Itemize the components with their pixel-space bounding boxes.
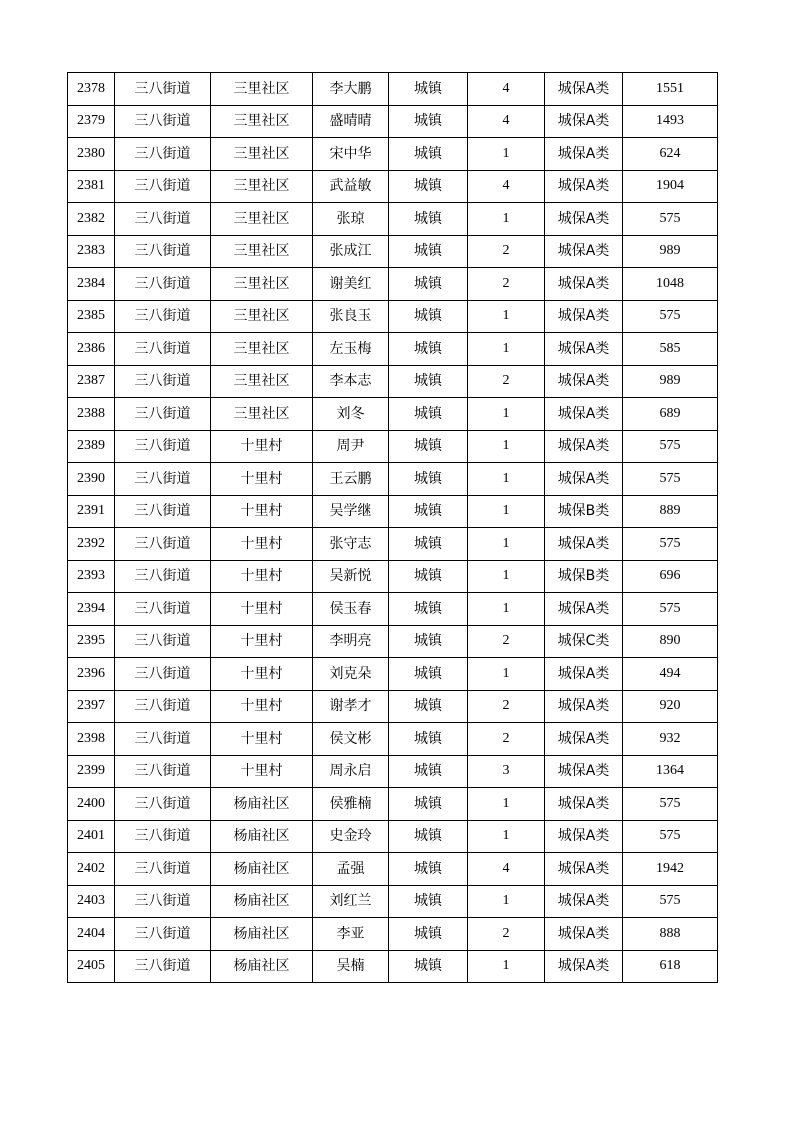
serial-number-cell: 2401 [68, 820, 115, 853]
subdistrict-cell: 三八街道 [115, 560, 211, 593]
residence-type-cell: 城镇 [389, 73, 468, 106]
residence-type-cell: 城镇 [389, 853, 468, 886]
category-cell: 城保A类 [545, 398, 623, 431]
residence-type-cell: 城镇 [389, 593, 468, 626]
residence-type-cell: 城镇 [389, 690, 468, 723]
subdistrict-cell: 三八街道 [115, 203, 211, 236]
amount-cell: 575 [623, 528, 718, 561]
category-cell: 城保A类 [545, 170, 623, 203]
residence-type-cell: 城镇 [389, 528, 468, 561]
residence-type-cell: 城镇 [389, 463, 468, 496]
community-cell: 十里村 [211, 755, 313, 788]
name-cell: 李亚 [313, 918, 389, 951]
name-cell: 张守志 [313, 528, 389, 561]
category-cell: 城保A类 [545, 528, 623, 561]
category-cell: 城保A类 [545, 820, 623, 853]
household-size-cell: 1 [468, 203, 545, 236]
serial-number-cell: 2387 [68, 365, 115, 398]
name-cell: 谢美红 [313, 268, 389, 301]
serial-number-cell: 2404 [68, 918, 115, 951]
table-row [68, 268, 718, 301]
household-size-cell: 1 [468, 658, 545, 691]
subdistrict-cell: 三八街道 [115, 105, 211, 138]
community-cell: 十里村 [211, 495, 313, 528]
name-cell: 史金玲 [313, 820, 389, 853]
household-size-cell: 2 [468, 235, 545, 268]
household-size-cell: 1 [468, 528, 545, 561]
amount-cell: 1904 [623, 170, 718, 203]
table-body [68, 73, 718, 983]
serial-number-cell: 2398 [68, 723, 115, 756]
amount-cell: 889 [623, 495, 718, 528]
table-row [68, 235, 718, 268]
community-cell: 三里社区 [211, 235, 313, 268]
category-cell: 城保A类 [545, 365, 623, 398]
table-row [68, 820, 718, 853]
table-row [68, 430, 718, 463]
serial-number-cell: 2402 [68, 853, 115, 886]
community-cell: 三里社区 [211, 300, 313, 333]
subdistrict-cell: 三八街道 [115, 853, 211, 886]
name-cell: 张琼 [313, 203, 389, 236]
category-cell: 城保B类 [545, 495, 623, 528]
table-row [68, 138, 718, 171]
table-row [68, 495, 718, 528]
amount-cell: 575 [623, 203, 718, 236]
subdistrict-cell: 三八街道 [115, 918, 211, 951]
amount-cell: 888 [623, 918, 718, 951]
name-cell: 李大鹏 [313, 73, 389, 106]
table-row [68, 593, 718, 626]
subdistrict-cell: 三八街道 [115, 625, 211, 658]
community-cell: 杨庙社区 [211, 885, 313, 918]
name-cell: 张良玉 [313, 300, 389, 333]
community-cell: 十里村 [211, 658, 313, 691]
category-cell: 城保A类 [545, 73, 623, 106]
household-size-cell: 1 [468, 820, 545, 853]
name-cell: 侯玉春 [313, 593, 389, 626]
residence-type-cell: 城镇 [389, 885, 468, 918]
category-cell: 城保A类 [545, 950, 623, 983]
residence-type-cell: 城镇 [389, 300, 468, 333]
name-cell: 盛晴晴 [313, 105, 389, 138]
subdistrict-cell: 三八街道 [115, 463, 211, 496]
community-cell: 十里村 [211, 593, 313, 626]
name-cell: 武益敏 [313, 170, 389, 203]
name-cell: 吴楠 [313, 950, 389, 983]
amount-cell: 1048 [623, 268, 718, 301]
household-size-cell: 1 [468, 300, 545, 333]
table-row [68, 723, 718, 756]
amount-cell: 494 [623, 658, 718, 691]
household-size-cell: 1 [468, 593, 545, 626]
category-cell: 城保A类 [545, 788, 623, 821]
subdistrict-cell: 三八街道 [115, 885, 211, 918]
community-cell: 十里村 [211, 463, 313, 496]
subdistrict-cell: 三八街道 [115, 593, 211, 626]
category-cell: 城保A类 [545, 300, 623, 333]
serial-number-cell: 2394 [68, 593, 115, 626]
serial-number-cell: 2392 [68, 528, 115, 561]
serial-number-cell: 2382 [68, 203, 115, 236]
amount-cell: 618 [623, 950, 718, 983]
category-cell: 城保A类 [545, 885, 623, 918]
amount-cell: 575 [623, 430, 718, 463]
table-row [68, 788, 718, 821]
table-row [68, 300, 718, 333]
table-row [68, 625, 718, 658]
residence-type-cell: 城镇 [389, 138, 468, 171]
residence-type-cell: 城镇 [389, 105, 468, 138]
serial-number-cell: 2384 [68, 268, 115, 301]
community-cell: 十里村 [211, 528, 313, 561]
name-cell: 刘克朵 [313, 658, 389, 691]
household-size-cell: 1 [468, 333, 545, 366]
subdistrict-cell: 三八街道 [115, 430, 211, 463]
category-cell: 城保A类 [545, 203, 623, 236]
serial-number-cell: 2385 [68, 300, 115, 333]
amount-cell: 989 [623, 365, 718, 398]
name-cell: 周尹 [313, 430, 389, 463]
category-cell: 城保A类 [545, 430, 623, 463]
name-cell: 王云鹏 [313, 463, 389, 496]
table-row [68, 918, 718, 951]
residence-type-cell: 城镇 [389, 788, 468, 821]
amount-cell: 920 [623, 690, 718, 723]
household-size-cell: 4 [468, 105, 545, 138]
subdistrict-cell: 三八街道 [115, 365, 211, 398]
community-cell: 三里社区 [211, 138, 313, 171]
amount-cell: 696 [623, 560, 718, 593]
residence-type-cell: 城镇 [389, 560, 468, 593]
name-cell: 吴新悦 [313, 560, 389, 593]
name-cell: 张成江 [313, 235, 389, 268]
category-cell: 城保A类 [545, 690, 623, 723]
amount-cell: 575 [623, 885, 718, 918]
household-table [67, 72, 718, 983]
subdistrict-cell: 三八街道 [115, 333, 211, 366]
serial-number-cell: 2378 [68, 73, 115, 106]
community-cell: 三里社区 [211, 203, 313, 236]
amount-cell: 689 [623, 398, 718, 431]
name-cell: 宋中华 [313, 138, 389, 171]
category-cell: 城保A类 [545, 333, 623, 366]
subdistrict-cell: 三八街道 [115, 723, 211, 756]
serial-number-cell: 2386 [68, 333, 115, 366]
name-cell: 周永启 [313, 755, 389, 788]
residence-type-cell: 城镇 [389, 170, 468, 203]
community-cell: 十里村 [211, 430, 313, 463]
household-size-cell: 1 [468, 788, 545, 821]
category-cell: 城保C类 [545, 625, 623, 658]
table-row [68, 203, 718, 236]
name-cell: 刘红兰 [313, 885, 389, 918]
household-size-cell: 2 [468, 918, 545, 951]
category-cell: 城保A类 [545, 755, 623, 788]
household-size-cell: 1 [468, 495, 545, 528]
amount-cell: 624 [623, 138, 718, 171]
table-row [68, 398, 718, 431]
name-cell: 李本志 [313, 365, 389, 398]
residence-type-cell: 城镇 [389, 365, 468, 398]
household-size-cell: 3 [468, 755, 545, 788]
table-row [68, 690, 718, 723]
table-row [68, 853, 718, 886]
residence-type-cell: 城镇 [389, 430, 468, 463]
subdistrict-cell: 三八街道 [115, 528, 211, 561]
community-cell: 杨庙社区 [211, 950, 313, 983]
category-cell: 城保A类 [545, 463, 623, 496]
residence-type-cell: 城镇 [389, 333, 468, 366]
community-cell: 杨庙社区 [211, 820, 313, 853]
subdistrict-cell: 三八街道 [115, 268, 211, 301]
community-cell: 三里社区 [211, 398, 313, 431]
category-cell: 城保A类 [545, 918, 623, 951]
name-cell: 刘冬 [313, 398, 389, 431]
subdistrict-cell: 三八街道 [115, 820, 211, 853]
subdistrict-cell: 三八街道 [115, 138, 211, 171]
name-cell: 左玉梅 [313, 333, 389, 366]
serial-number-cell: 2396 [68, 658, 115, 691]
category-cell: 城保A类 [545, 235, 623, 268]
serial-number-cell: 2388 [68, 398, 115, 431]
serial-number-cell: 2395 [68, 625, 115, 658]
community-cell: 十里村 [211, 723, 313, 756]
amount-cell: 1942 [623, 853, 718, 886]
residence-type-cell: 城镇 [389, 203, 468, 236]
category-cell: 城保B类 [545, 560, 623, 593]
amount-cell: 585 [623, 333, 718, 366]
household-size-cell: 2 [468, 268, 545, 301]
serial-number-cell: 2391 [68, 495, 115, 528]
category-cell: 城保A类 [545, 138, 623, 171]
serial-number-cell: 2399 [68, 755, 115, 788]
household-size-cell: 1 [468, 398, 545, 431]
community-cell: 三里社区 [211, 105, 313, 138]
household-size-cell: 4 [468, 170, 545, 203]
household-size-cell: 1 [468, 885, 545, 918]
subdistrict-cell: 三八街道 [115, 300, 211, 333]
subdistrict-cell: 三八街道 [115, 755, 211, 788]
community-cell: 杨庙社区 [211, 918, 313, 951]
serial-number-cell: 2389 [68, 430, 115, 463]
household-size-cell: 2 [468, 365, 545, 398]
subdistrict-cell: 三八街道 [115, 690, 211, 723]
community-cell: 三里社区 [211, 268, 313, 301]
table-row [68, 170, 718, 203]
table-row [68, 755, 718, 788]
residence-type-cell: 城镇 [389, 820, 468, 853]
table-row [68, 560, 718, 593]
community-cell: 杨庙社区 [211, 788, 313, 821]
community-cell: 三里社区 [211, 170, 313, 203]
category-cell: 城保A类 [545, 593, 623, 626]
household-size-cell: 1 [468, 463, 545, 496]
table-row [68, 950, 718, 983]
residence-type-cell: 城镇 [389, 918, 468, 951]
table-row [68, 528, 718, 561]
serial-number-cell: 2383 [68, 235, 115, 268]
category-cell: 城保A类 [545, 723, 623, 756]
serial-number-cell: 2390 [68, 463, 115, 496]
name-cell: 吴学继 [313, 495, 389, 528]
table-row [68, 463, 718, 496]
name-cell: 孟强 [313, 853, 389, 886]
table-row [68, 105, 718, 138]
table-row [68, 885, 718, 918]
residence-type-cell: 城镇 [389, 950, 468, 983]
serial-number-cell: 2405 [68, 950, 115, 983]
subdistrict-cell: 三八街道 [115, 495, 211, 528]
household-size-cell: 1 [468, 430, 545, 463]
amount-cell: 1493 [623, 105, 718, 138]
residence-type-cell: 城镇 [389, 755, 468, 788]
community-cell: 三里社区 [211, 73, 313, 106]
serial-number-cell: 2393 [68, 560, 115, 593]
community-cell: 杨庙社区 [211, 853, 313, 886]
amount-cell: 575 [623, 820, 718, 853]
amount-cell: 1551 [623, 73, 718, 106]
amount-cell: 1364 [623, 755, 718, 788]
community-cell: 十里村 [211, 625, 313, 658]
table-row [68, 333, 718, 366]
residence-type-cell: 城镇 [389, 495, 468, 528]
subdistrict-cell: 三八街道 [115, 788, 211, 821]
subdistrict-cell: 三八街道 [115, 950, 211, 983]
household-size-cell: 1 [468, 560, 545, 593]
category-cell: 城保A类 [545, 853, 623, 886]
subdistrict-cell: 三八街道 [115, 73, 211, 106]
residence-type-cell: 城镇 [389, 235, 468, 268]
subdistrict-cell: 三八街道 [115, 170, 211, 203]
residence-type-cell: 城镇 [389, 723, 468, 756]
amount-cell: 932 [623, 723, 718, 756]
table-row [68, 365, 718, 398]
name-cell: 侯文彬 [313, 723, 389, 756]
serial-number-cell: 2380 [68, 138, 115, 171]
category-cell: 城保A类 [545, 268, 623, 301]
residence-type-cell: 城镇 [389, 268, 468, 301]
subdistrict-cell: 三八街道 [115, 235, 211, 268]
amount-cell: 575 [623, 788, 718, 821]
household-size-cell: 4 [468, 853, 545, 886]
serial-number-cell: 2400 [68, 788, 115, 821]
serial-number-cell: 2397 [68, 690, 115, 723]
residence-type-cell: 城镇 [389, 658, 468, 691]
amount-cell: 890 [623, 625, 718, 658]
residence-type-cell: 城镇 [389, 625, 468, 658]
name-cell: 侯雅楠 [313, 788, 389, 821]
serial-number-cell: 2379 [68, 105, 115, 138]
name-cell: 李明亮 [313, 625, 389, 658]
serial-number-cell: 2381 [68, 170, 115, 203]
community-cell: 三里社区 [211, 333, 313, 366]
amount-cell: 989 [623, 235, 718, 268]
community-cell: 三里社区 [211, 365, 313, 398]
amount-cell: 575 [623, 300, 718, 333]
table-row [68, 658, 718, 691]
household-size-cell: 1 [468, 138, 545, 171]
category-cell: 城保A类 [545, 658, 623, 691]
community-cell: 十里村 [211, 690, 313, 723]
subdistrict-cell: 三八街道 [115, 658, 211, 691]
category-cell: 城保A类 [545, 105, 623, 138]
household-size-cell: 2 [468, 625, 545, 658]
table-row [68, 73, 718, 106]
household-size-cell: 1 [468, 950, 545, 983]
amount-cell: 575 [623, 593, 718, 626]
amount-cell: 575 [623, 463, 718, 496]
name-cell: 谢孝才 [313, 690, 389, 723]
household-size-cell: 2 [468, 723, 545, 756]
serial-number-cell: 2403 [68, 885, 115, 918]
subdistrict-cell: 三八街道 [115, 398, 211, 431]
household-size-cell: 2 [468, 690, 545, 723]
household-size-cell: 4 [468, 73, 545, 106]
community-cell: 十里村 [211, 560, 313, 593]
residence-type-cell: 城镇 [389, 398, 468, 431]
